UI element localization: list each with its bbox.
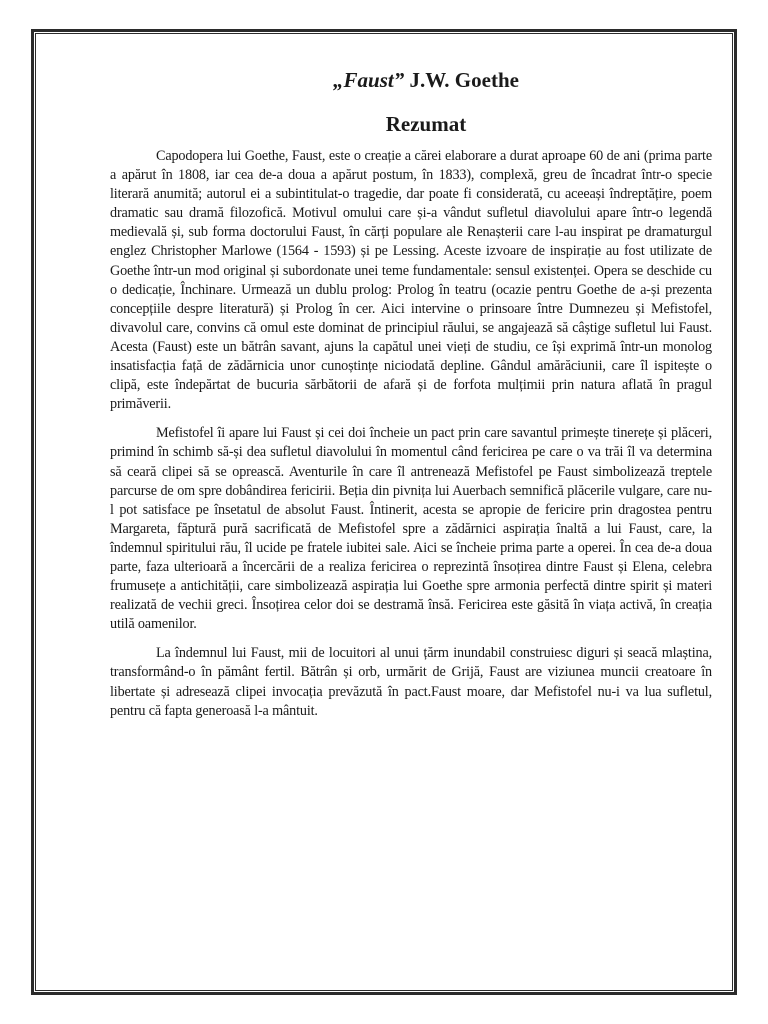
- document-subtitle: Rezumat: [385, 112, 467, 136]
- title-author: J.W. Goethe: [404, 68, 519, 92]
- title-work-name: „Faust”: [333, 68, 405, 92]
- document-body: [110, 66, 712, 731]
- paragraph-1: Capodopera lui Goethe, Faust, este o creație a cărei elaborare a durat aproape 60 de ani (prima parte a apărut în 1808, iar cea de-a doua a apărut postum, în 1833), complexă, greu de încadrat într-o specie literară anumită; autorul ei a subintitulat-o tragedie, dar poate fi considerată, cu aceeași îndreptățire, poem dramatic sau dramă filozofică. Motivul omului care și-a vândut sufletul diavolului apare într-o legendă medievală și, sub forma doctorului Faust, în cărți populare ale Renașterii care l-au inspirat pe dramaturgul englez Christopher Marlowe (1564 - 1593) și pe Lessing. Aceste izvoare de inspirație au fost utilizate de Goethe într-un mod original și subordonate unei teme fundamentale: sensul existenței. Opera se deschide cu o dedicație, Închinare. Urmează un dublu prolog: Prolog în teatru (ocazie pentru Goethe de a-și prezenta concepțiile despre literatură) și Prolog în cer. Aici intervine o prinsoare între Dumnezeu și Mefistofel, divavolul care, convins că omul este dominat de principiul răului, se angajează să câștige sufletul lui Faust. Acesta (Faust) este un bătrân savant, ajuns la capătul unei vieți de studiu, ce își exprimă într-un monolog insatisfacția față de zădărnicia unor cunoștințe niciodată depline. Gândul amărăciunii, care îl ispitește o clipă, este îndepărtat de bucuria sărbătorii de afară și de forfota mulțimii prin natura aflată în pragul primăverii.: [110, 148, 712, 413]
- paragraph-3: La îndemnul lui Faust, mii de locuitori al unui țărm inundabil construiesc diguri și seacă mlaștina, transformând-o în pământ fertil. Bătrân și orb, urmărit de Grijă, Faust are viziunea muncii creatoare în libertate și adresează clipei invocația prevăzută în pact.Faust moare, dar Mefistofel nu-i va lua sufletul, pentru că fapta generoasă l-a mântuit.: [110, 645, 712, 719]
- paragraph-2: Mefistofel îi apare lui Faust și cei doi încheie un pact prin care savantul primește tinerețe și plăceri, primind în schimb să-și dea sufletul diavolului în momentul când fericirea pe care o va trăi îl va determina să ceară clipei să se oprească. Aventurile în care îl antrenează Mefistofel pe Faust simbolizează treptele parcurse de om spre dobândirea fericirii. Beția din pivnița lui Auerbach semnifică plăcerile vulgare, care nu-l pot satisface pe însetatul de absolut Faust. Întinerit, acesta se apropie de fericire prin dragostea pentru Margareta, făptură pură sacrificată de Mefistofel spre a zădărnici aspirația înaltă a lui Faust, care, la îndemnul spiritului rău, îl ucide pe fratele iubitei sale. Aici se încheie prima parte a operei. În cea de-a doua parte, faza ulterioară a încercării de a realiza fericirea o reprezintă însoțirea dintre Faust și Elena, celebra frumusețe a antichității, care simbolizează aspirația lui Goethe spre armonia perfectă dintre spirit și materi realizată de vechii greci. Însoțirea celor doi se destramă însă. Fericirea este găsită în viața activă, în creația utilă oamenilor.: [110, 425, 712, 633]
- document-title: [110, 66, 712, 94]
